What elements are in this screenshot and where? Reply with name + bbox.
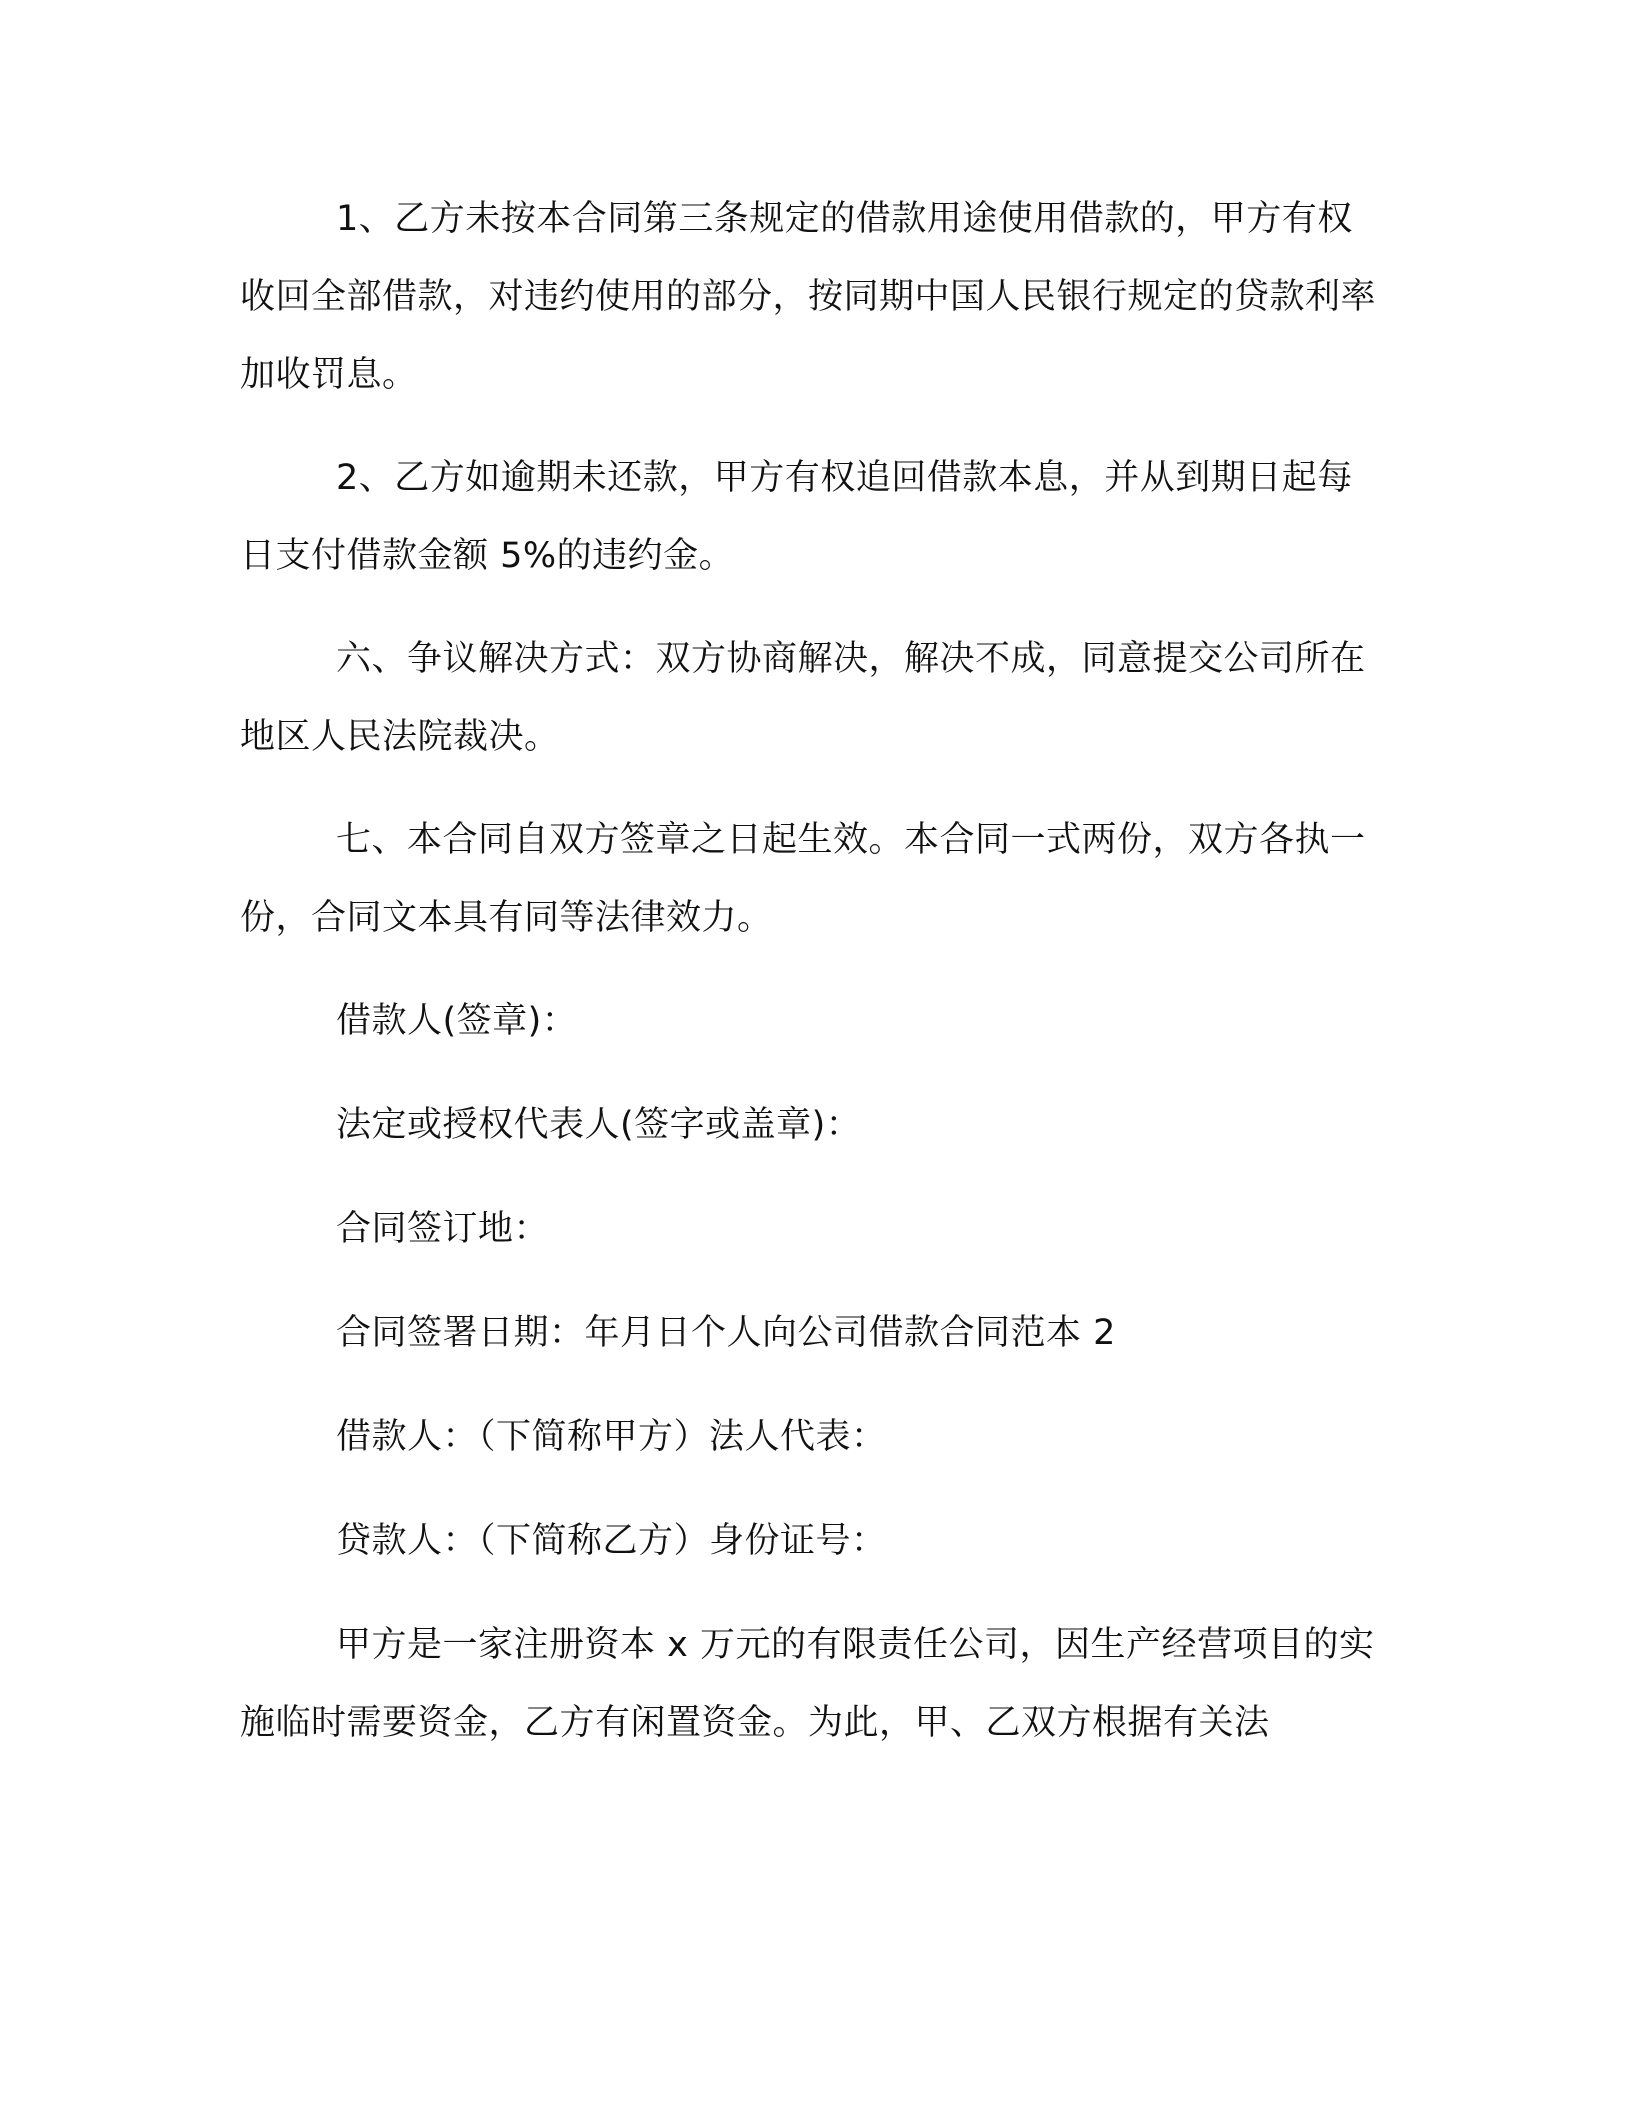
borrower-signature-line: 借款人(签章)： [336, 1001, 578, 1041]
signing-place-line: 合同签订地： [336, 1209, 550, 1249]
clause-7-effectiveness: 七、本合同自双方签章之日起生效。本合同一式两份，双方各执一份，合同文本具有同等法律效力。 [240, 820, 1366, 938]
document-body [240, 180, 1385, 1762]
lender-party-line: 贷款人：（下简称乙方）身份证号： [336, 1521, 887, 1561]
preamble-paragraph: 甲方是一家注册资本 x 万元的有限责任公司，因生产经营项目的实施临时需要资金，乙方有闲置资金。为此，甲、乙双方根据有关法 [240, 1625, 1375, 1743]
clause-6-dispute-resolution: 六、争议解决方式：双方协商解决，解决不成，同意提交公司所在地区人民法院裁决。 [240, 639, 1366, 757]
clause-2-overdue-penalty: 2、乙方如逾期未还款，甲方有权追回借款本息，并从到期日起每日支付借款金额 5%的违约金。 [240, 458, 1353, 576]
representative-signature-line: 法定或授权代表人(签字或盖章)： [336, 1105, 862, 1145]
signing-date-line: 合同签署日期：年月日个人向公司借款合同范本 2 [336, 1313, 1116, 1353]
borrower-party-line: 借款人：（下简称甲方）法人代表： [336, 1417, 887, 1457]
clause-1-misuse-penalty: 1、乙方未按本合同第三条规定的借款用途使用借款的，甲方有权收回全部借款，对违约使用的部分，按同期中国人民银行规定的贷款利率加收罚息。 [240, 199, 1377, 395]
